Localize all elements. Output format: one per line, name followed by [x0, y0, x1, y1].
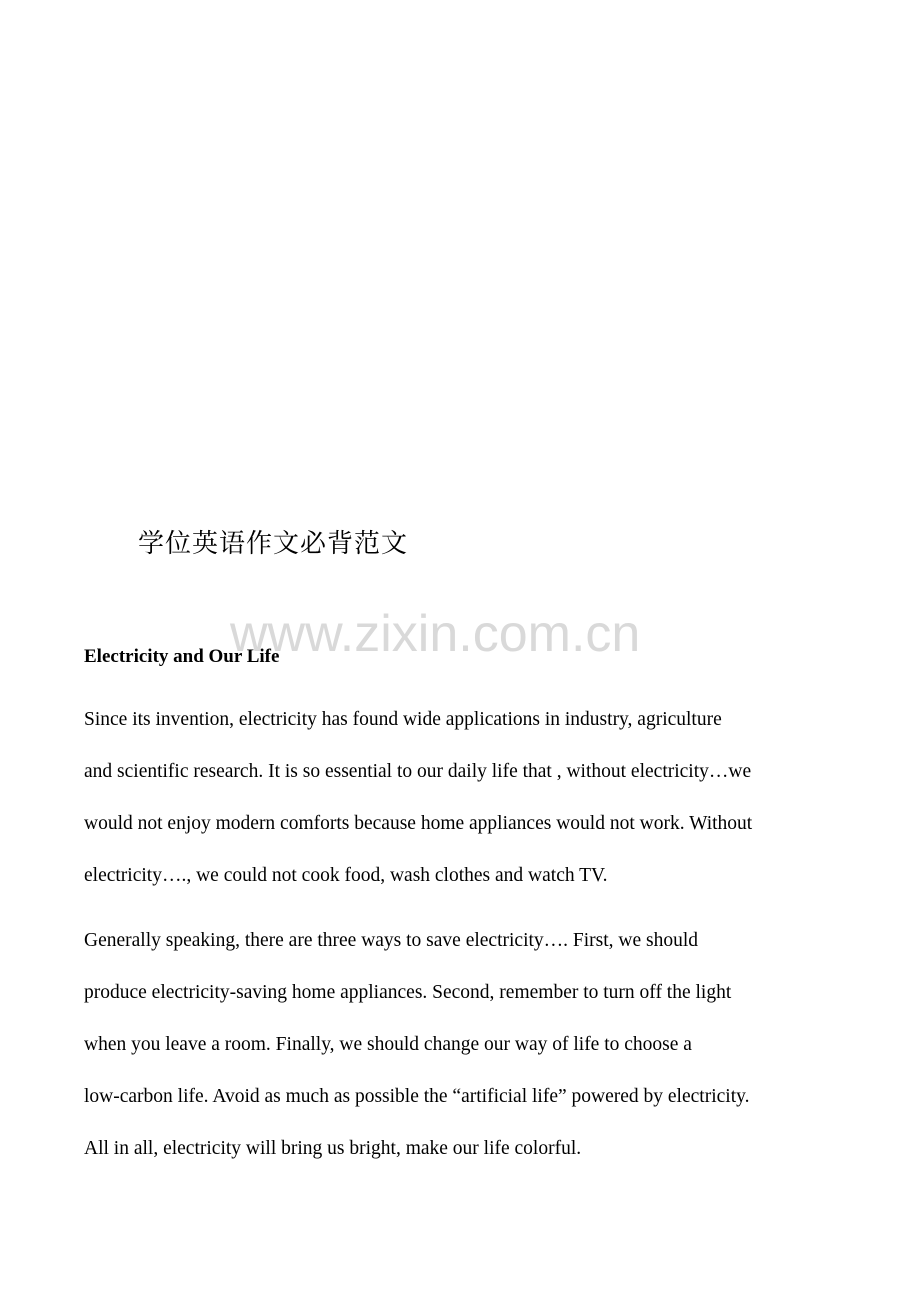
paragraph-line: when you leave a room. Finally, we should change our way of life to choose a	[84, 1034, 692, 1055]
paragraph-line: and scientific research. It is so essential to our daily life that , without electricity…we	[84, 761, 752, 782]
paragraph-line: produce electricity-saving home appliances. Second, remember to turn off the light	[84, 982, 732, 1003]
paragraph-line: electricity…., we could not cook food, wash clothes and watch TV.	[84, 865, 608, 886]
paragraph-line: low-carbon life. Avoid as much as possible the “artificial life” powered by electricity.	[84, 1086, 750, 1107]
watermark: www.zixin.com.cn	[230, 605, 641, 663]
paragraph-line: Generally speaking, there are three ways to save electricity…. First, we should	[84, 930, 699, 951]
page-title: 学位英语作文必背范文	[138, 529, 409, 559]
paragraph-line: would not enjoy modern comforts because home appliances would not work. Without	[84, 813, 753, 834]
paragraph-line: All in all, electricity will bring us bright, make our life colorful.	[84, 1138, 582, 1159]
paragraph-line: Since its invention, electricity has found wide applications in industry, agriculture	[84, 709, 722, 730]
essay-title: Electricity and Our Life	[84, 646, 280, 667]
